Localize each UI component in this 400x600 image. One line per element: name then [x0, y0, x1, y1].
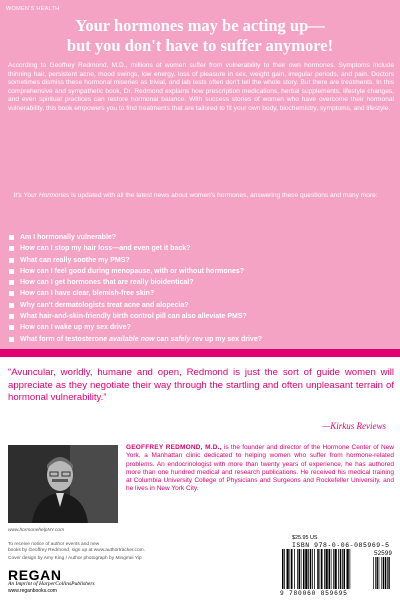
accent-band: [0, 349, 400, 357]
notice-text: books by Geoffrey Redmond, sign up at www.authortracker.com.: [8, 548, 145, 553]
isbn-label: ISBN 978-0-06-085969-5: [292, 542, 390, 549]
question-item: How can I stop my hair loss—and even get it back?: [8, 243, 394, 254]
headline-line-1: Your hormones may be acting up—: [75, 16, 325, 35]
description-text-a: According to Geoffrey Redmond, M.D., millions of women suffer from vulnerability to their own hormones. Symptoms include thinning hair, persistent acne, mood swings, low energy, loss of pleasure in sex, weight gain, irregular periods, and pain. Doctors sometimes dismiss these hormonal miseries as trivial, and lab tests often don't tell the whole story. But there: [8, 62, 394, 87]
question-item: How can I wake up my sex drive?: [8, 322, 394, 333]
question-item: How can I have clear, blemish-free skin?: [8, 288, 394, 299]
notice-prefix: To receive notice of author events and new: [8, 542, 100, 547]
endorsement-quote: “Avuncular, worldly, humane and open, Redmond is just the sort of guide women will appreciate as they negotiate their way through the startling and often unpleasant terrain of hormonal vulnerability.”: [8, 367, 394, 403]
category-label: WOMEN'S HEALTH: [6, 6, 60, 12]
barcode-digits: 9 780060 859695: [280, 590, 348, 597]
update-paragraph: [8, 192, 394, 201]
author-photo: [8, 445, 118, 523]
description-emphasis: are: [329, 79, 340, 87]
question-text-e: rev up my sex drive?: [190, 335, 262, 343]
barcode-addon: 52599: [373, 550, 392, 557]
publisher-website[interactable]: www.reganbooks.com: [8, 588, 57, 594]
question-emphasis-1: available now: [109, 335, 155, 343]
description-text-b: treatments. In this comprehensive and sympathetic book, Dr. Redmond explains how prescription medications, herbal supplements, lifestyle changes, and even spiritual practices can restore hormonal balance. With success stories of women who have overcome their hormonal vulnerability, this book empowers you to find treatments that are tailored to fit your own body, biochemistry, symptoms, and lifestyle.: [8, 79, 394, 112]
barcode-block: [280, 549, 394, 597]
update-text: is updated with all the latest news about women's hormones, answering these questions and many more:: [69, 192, 378, 199]
author-bio-text: is the founder and director of the Hormone Center of New York, a Manhattan clinic dedicated to helping women who suffer from hormone-related problems. An endocrinologist with more than twenty years of experience, he has authored more than one hundred medical and research publications. He received his medical training at Columbia University College of Physicians and Surgeons and Rockefeller University, and he lives in New York City.: [126, 444, 394, 493]
question-item-last: [8, 334, 394, 345]
description-paragraph: [8, 62, 394, 114]
author-website[interactable]: www.hormonehelpNY.com: [8, 528, 65, 533]
headline: [0, 16, 400, 56]
question-text-c: can: [154, 335, 171, 343]
question-item: Am I hormonally vulnerable?: [8, 232, 394, 243]
lower-panel: [0, 357, 400, 600]
endorsement-source: —Kirkus Reviews: [322, 421, 386, 431]
design-credits: Cover design by Amy King / Author photograph by Mingmei Yip: [8, 556, 142, 561]
question-item: How can I get hormones that are really bioidentical?: [8, 277, 394, 288]
question-list: [8, 232, 394, 345]
author-bio: [126, 444, 394, 494]
price-label: $25.95 US: [292, 535, 318, 541]
question-emphasis-2: safely: [170, 335, 191, 343]
publisher-imprint: An Imprint of HarperCollinsPublishers: [8, 581, 95, 587]
author-notice: [8, 542, 218, 554]
book-title-italic: It's Your Hormones: [13, 192, 70, 199]
question-item: Why can't dermatologists treat acne and alopecia?: [8, 300, 394, 311]
question-text-a: What form of testosterone: [20, 335, 110, 343]
author-name: GEOFFREY REDMOND, M.D.,: [126, 444, 222, 451]
question-item: What hair-and-skin-friendly birth control pill can also alleviate PMS?: [8, 311, 394, 322]
headline-line-2: but you don't have to suffer anymore!: [66, 36, 334, 55]
question-item: How can I feel good during menopause, with or without hormones?: [8, 266, 394, 277]
question-item: What can really soothe my PMS?: [8, 255, 394, 266]
publisher-logo: REGAN: [8, 567, 62, 583]
